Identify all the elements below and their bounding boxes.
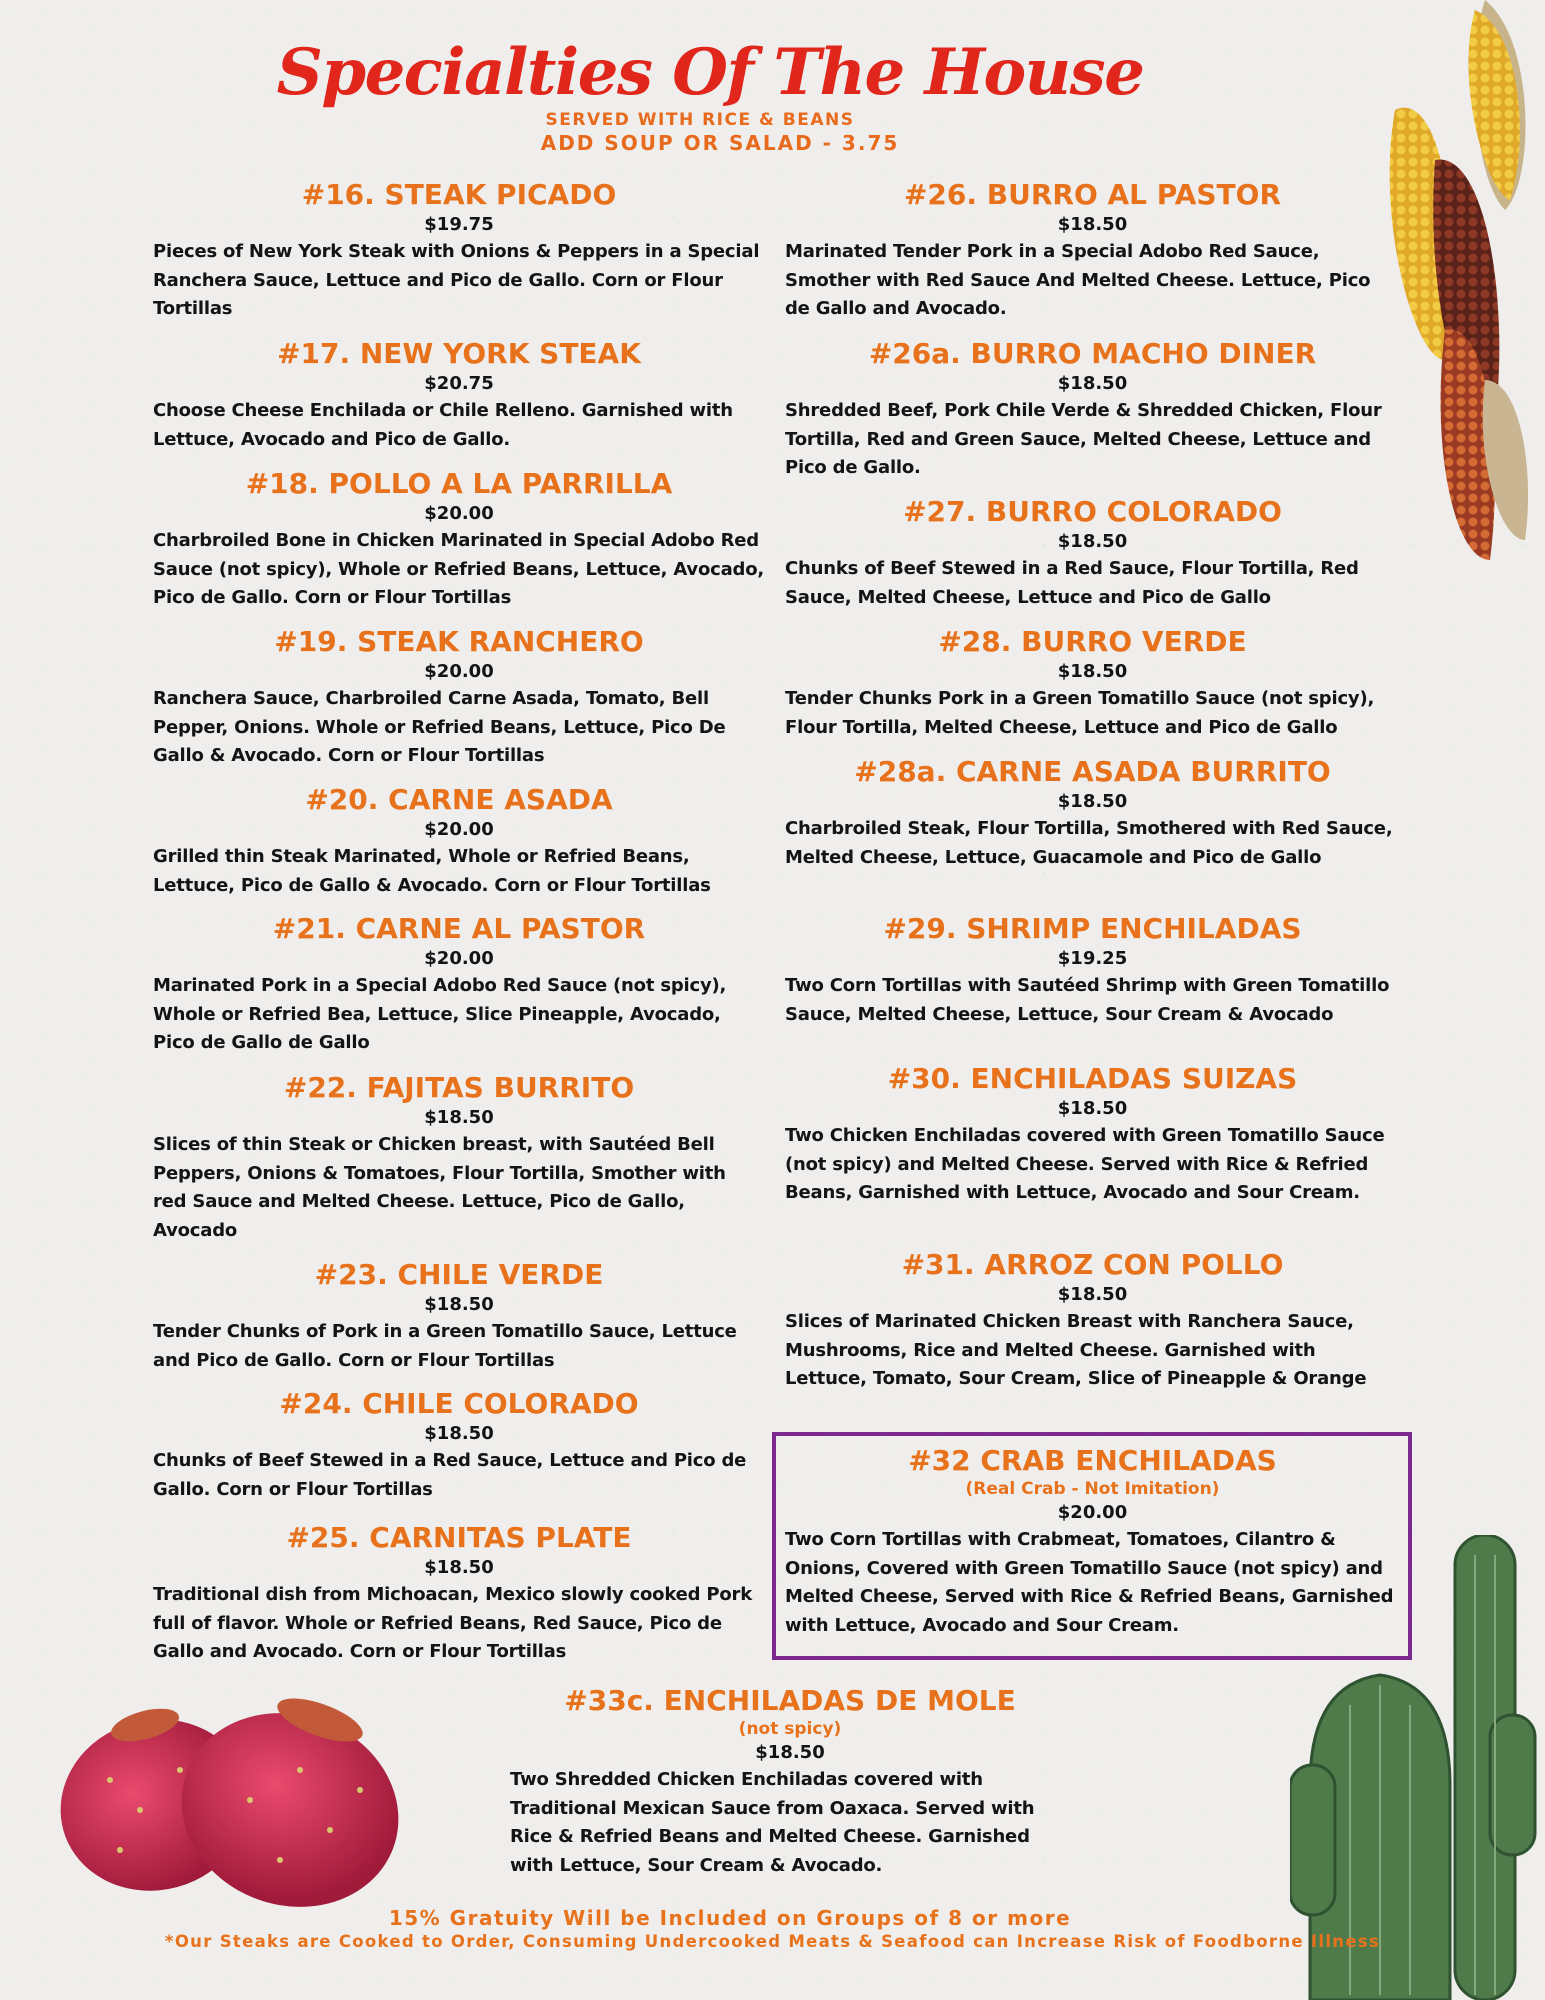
item-name: #28a. CARNE ASADA BURRITO bbox=[854, 755, 1331, 788]
item-price: $18.50 bbox=[424, 1423, 494, 1444]
item-name: #29. SHRIMP ENCHILADAS bbox=[883, 912, 1302, 945]
item-name: #32 CRAB ENCHILADAS bbox=[908, 1444, 1277, 1477]
served-with-note: SERVED WITH RICE & BEANS bbox=[545, 110, 855, 130]
menu-item bbox=[153, 783, 765, 900]
item-description: Two Corn Tortillas with Sautéed Shrimp with Green Tomatillo Sauce, Melted Cheese, Lettuce, Sour Cream & Avocado bbox=[785, 975, 1390, 1025]
item-description: Tender Chunks Pork in a Green Tomatillo Sauce (not spicy), Flour Tortilla, Melted Cheese, Lettuce and Pico de Gallo bbox=[785, 688, 1375, 738]
item-price: $20.00 bbox=[1057, 1502, 1128, 1523]
menu-item bbox=[510, 1684, 1070, 1880]
item-description: Chunks of Beef Stewed in a Red Sauce, Flour Tortilla, Red Sauce, Melted Cheese, Lettuce and Pico de Gallo bbox=[785, 558, 1359, 608]
menu-item bbox=[785, 755, 1400, 872]
item-name: #26a. BURRO MACHO DINER bbox=[868, 337, 1317, 370]
item-name: #21. CARNE AL PASTOR bbox=[272, 912, 646, 945]
menu-item bbox=[153, 1387, 765, 1504]
menu-item bbox=[153, 467, 765, 613]
item-price: $18.50 bbox=[424, 1107, 494, 1128]
item-name: #28. BURRO VERDE bbox=[938, 625, 1247, 658]
item-description: Marinated Tender Pork in a Special Adobo Red Sauce, Smother with Red Sauce And Melted Cheese. Lettuce, Pico de Gallo and Avocado. bbox=[785, 241, 1371, 319]
item-description: Traditional dish from Michoacan, Mexico slowly cooked Pork full of flavor. Whole or Refried Beans, Red Sauce, Pico de Gallo and Avocado. Corn or Flour Tortillas bbox=[153, 1584, 752, 1662]
item-price: $18.50 bbox=[424, 1557, 494, 1578]
item-name: #23. CHILE VERDE bbox=[314, 1258, 604, 1291]
item-price: $18.50 bbox=[1057, 661, 1128, 682]
item-name: #25. CARNITAS PLATE bbox=[286, 1521, 632, 1554]
item-price: $18.50 bbox=[1057, 214, 1128, 235]
menu-item bbox=[785, 337, 1400, 483]
item-name: #31. ARROZ CON POLLO bbox=[901, 1248, 1284, 1281]
menu-item bbox=[153, 1258, 765, 1375]
item-price: $20.00 bbox=[424, 948, 494, 969]
item-description: Charbroiled Steak, Flour Tortilla, Smothered with Red Sauce, Melted Cheese, Lettuce, Guacamole and Pico de Gallo bbox=[785, 818, 1393, 868]
item-price: $18.50 bbox=[1057, 373, 1128, 394]
item-description: Grilled thin Steak Marinated, Whole or Refried Beans, Lettuce, Pico de Gallo & Avocado. Corn or Flour Tortillas bbox=[153, 846, 711, 896]
menu-item bbox=[153, 178, 765, 324]
menu-item bbox=[153, 912, 765, 1058]
item-name: #30. ENCHILADAS SUIZAS bbox=[887, 1062, 1298, 1095]
item-name: #27. BURRO COLORADO bbox=[903, 495, 1282, 528]
menu-item bbox=[153, 337, 765, 454]
menu-item bbox=[785, 1248, 1400, 1394]
item-price: $18.50 bbox=[1057, 531, 1128, 552]
item-description: Two Chicken Enchiladas covered with Green Tomatillo Sauce (not spicy) and Melted Cheese. Served with Rice & Refried Beans, Garnished with Lettuce, Avocado and Sour Cream. bbox=[785, 1125, 1385, 1203]
item-description: Shredded Beef, Pork Chile Verde & Shredded Chicken, Flour Tortilla, Red and Green Sauce, Melted Cheese, Lettuce and Pico de Gallo. bbox=[785, 400, 1382, 478]
item-price: $18.50 bbox=[755, 1742, 825, 1763]
menu-item bbox=[785, 1062, 1400, 1208]
item-description: Choose Cheese Enchilada or Chile Relleno. Garnished with Lettuce, Avocado and Pico de Gallo. bbox=[153, 400, 733, 450]
item-description: Two Shredded Chicken Enchiladas covered with Traditional Mexican Sauce from Oaxaca. Served with Rice & Refried Beans and Melted Cheese. Garnished with Lettuce, Sour Cream & Avocado. bbox=[510, 1769, 1035, 1876]
item-name: #24. CHILE COLORADO bbox=[279, 1387, 639, 1420]
item-price: $19.75 bbox=[424, 214, 494, 235]
item-description: Chunks of Beef Stewed in a Red Sauce, Lettuce and Pico de Gallo. Corn or Flour Tortillas bbox=[153, 1450, 747, 1500]
item-name: #17. NEW YORK STEAK bbox=[277, 337, 641, 370]
page-title: Specialties Of The House bbox=[276, 35, 1144, 110]
item-description: Two Corn Tortillas with Crabmeat, Tomatoes, Cilantro & Onions, Covered with Green Tomatillo Sauce (not spicy) and Melted Cheese, Served with Rice & Refried Beans, Garnished with Lettuce, Avocado and Sour Cream. bbox=[785, 1529, 1394, 1636]
item-name: #18. POLLO A LA PARRILLA bbox=[245, 467, 673, 500]
menu-item bbox=[785, 912, 1400, 1029]
item-name: #19. STEAK RANCHERO bbox=[274, 625, 644, 658]
item-price: $18.50 bbox=[1057, 1284, 1128, 1305]
item-price: $18.50 bbox=[1057, 791, 1128, 812]
food-safety-warning: *Our Steaks are Cooked to Order, Consuming Undercooked Meats & Seafood can Increase Risk of Foodborne Illness bbox=[164, 1932, 1381, 1951]
item-name: #22. FAJITAS BURRITO bbox=[283, 1071, 635, 1104]
item-name: #33c. ENCHILADAS DE MOLE bbox=[564, 1684, 1016, 1717]
item-price: $18.50 bbox=[1057, 1098, 1128, 1119]
item-price: $18.50 bbox=[424, 1294, 494, 1315]
menu-item bbox=[153, 625, 765, 771]
item-price: $20.00 bbox=[424, 503, 494, 524]
featured-menu-item bbox=[785, 1444, 1400, 1640]
menu-item bbox=[785, 495, 1400, 612]
menu-item bbox=[153, 1071, 765, 1245]
item-price: $20.75 bbox=[424, 373, 494, 394]
item-description: Slices of Marinated Chicken Breast with Ranchera Sauce, Mushrooms, Rice and Melted Cheese. Garnished with Lettuce, Tomato, Sour Cream, Slice of Pineapple & Orange bbox=[785, 1311, 1367, 1389]
menu-item bbox=[153, 1521, 765, 1667]
item-description: Pieces of New York Steak with Onions & Peppers in a Special Ranchera Sauce, Lettuce and Pico de Gallo. Corn or Flour Tortillas bbox=[153, 241, 760, 319]
item-description: Slices of thin Steak or Chicken breast, with Sautéed Bell Peppers, Onions & Tomatoes, Flour Tortilla, Smother with red Sauce and Melted Cheese. Lettuce, Pico de Gallo, Avocado bbox=[153, 1134, 726, 1241]
item-price: $19.25 bbox=[1057, 948, 1128, 969]
item-price: $20.00 bbox=[424, 819, 494, 840]
item-name: #20. CARNE ASADA bbox=[305, 783, 613, 816]
item-name: #16. STEAK PICADO bbox=[301, 178, 617, 211]
item-description: Tender Chunks of Pork in a Green Tomatillo Sauce, Lettuce and Pico de Gallo. Corn or Flour Tortillas bbox=[153, 1321, 737, 1371]
item-name: #26. BURRO AL PASTOR bbox=[903, 178, 1282, 211]
prickly-pear-image bbox=[50, 1690, 410, 1920]
item-description: Marinated Pork in a Special Adobo Red Sauce (not spicy), Whole or Refried Bea, Lettuce, Slice Pineapple, Avocado, Pico de Gallo de Gallo bbox=[153, 975, 727, 1053]
item-note: (not spicy) bbox=[738, 1719, 842, 1739]
add-soup-note: ADD SOUP OR SALAD - 3.75 bbox=[540, 131, 900, 155]
item-description: Charbroiled Bone in Chicken Marinated in Special Adobo Red Sauce (not spicy), Whole or Refried Beans, Lettuce, Avocado, Pico de Gallo. Corn or Flour Tortillas bbox=[153, 530, 765, 608]
item-note: (Real Crab - Not Imitation) bbox=[965, 1479, 1220, 1499]
menu-item bbox=[785, 625, 1400, 742]
item-description: Ranchera Sauce, Charbroiled Carne Asada, Tomato, Bell Pepper, Onions. Whole or Refried Beans, Lettuce, Pico De Gallo & Avocado. Corn or Flour Tortillas bbox=[153, 688, 726, 766]
gratuity-note: 15% Gratuity Will be Included on Groups of 8 or more bbox=[388, 1906, 1072, 1930]
item-price: $20.00 bbox=[424, 661, 494, 682]
menu-item bbox=[785, 178, 1400, 324]
